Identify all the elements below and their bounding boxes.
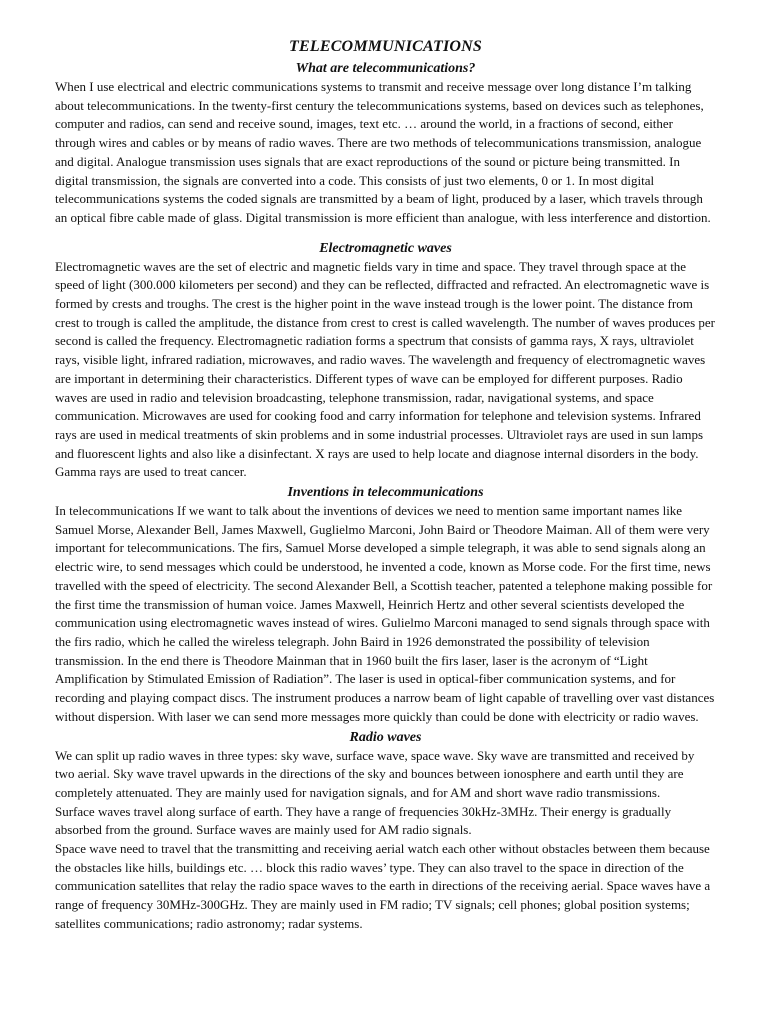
section-heading: Inventions in telecommunications [287,485,484,501]
section-paragraph: When I use electrical and electric communications systems to transmit and receive message over long distance I’m talking about telecommunications. In the twenty-first century the telecommunications systems, based on devices such as telephones, computer and radios, can send and receive sound, images, text etc. … around the world, in a fractions of second, either through wires and cables or by means of radio waves. There are two methods of telecommunications transmission, analogue and digital. Analogue transmission uses signals that are exact reproductions of the sound or picture being transmitted. In digital transmission, the signals are converted into a code. This consists of just two elements, 0 or 1. In most digital telecommunications systems the coded signals are transmitted by a beam of light, produced by a laser, which travels through an optical fibre cable made of glass. Digital transmission is more efficient than analogue, with less interference and distortion. [55,79,711,225]
section-heading: What are telecommunications? [295,61,476,76]
section-inventions [55,483,716,726]
section-paragraph: In telecommunications If we want to talk about the inventions of devices we need to mention same important names like Samuel Morse, Alexander Bell, James Maxwell, Guglielmo Marconi, John Baird or Theodore Maiman. All of them were very important for telecommunications. The firs, Samuel Morse developed a simple telegraph, it was able to send signals along an electric wire, to send messages which could be understood, he invented a code, known as Morse code. For the first time, news travelled with the speed of electricity. The second Alexander Bell, a Scottish teacher, patented a telephone making possible for the first time the transmission of human voice. James Maxwell, Heinrich Hertz and other several scientists developed the communication using electromagnetic waves instead of wires. Gulielmo Marconi managed to send signals through space with the firs radio, which he called the wireless telegraph. John Baird in 1926 demonstrated the possibility of television transmission. In the end there is Theodore Mainman that in 1960 built the firs laser, laser is the acronym of “Light Amplification by Stimulated Emission of Radiation”. The laser is used in optical-fiber communication systems, and for recording and playing compact discs. The instrument produces a narrow beam of light capable of travelling over vast distances without dispersion. With laser we can send more messages more quickly than could be done with electricity or radio waves. [55,503,715,724]
section-paragraph: Surface waves travel along surface of earth. They have a range of frequencies 30kHz-3MHz. Their energy is gradually absorbed from the ground. Surface waves are mainly used for AM radio signals. [55,803,672,838]
section-radio-waves [55,728,716,934]
section-heading: Radio waves [349,729,422,745]
document-title: TELECOMMUNICATIONS [289,38,482,55]
section-spacer [55,228,716,239]
section-what-are-telecommunications [55,59,716,228]
section-paragraph: We can split up radio waves in three types: sky wave, surface wave, space wave. Sky wave are transmitted and received by two aerial. Sky wave travel upwards in the directions of the sky and bounces between ionosphere and earth until they are completely attenuated. They are mainly used for navigation signals, and for AM and short wave radio transmissions. [55,747,695,800]
section-paragraph: Electromagnetic waves are the set of electric and magnetic fields vary in time and space. They travel through space at the speed of light (300.000 kilometers per second) and they can be reflected, diffracted and refracted. An electromagnetic wave is formed by crests and troughs. The crest is the higher point in the wave instead trough is the lower point. The distance from crest to trough is called the amplitude, the distance from crest to crest is called wavelength. The number of waves produces per second is called the frequency. Electromagnetic radiation forms a spectrum that consists of gamma rays, X rays, ultraviolet rays, visible light, infrared radiation, microwaves, and radio waves. The wavelength and frequency of electromagnetic waves are important in determining their characteristics. Different types of wave can be employed for different purposes. Radio waves are used in radio and television broadcasting, telephone transmission, radar, navigational systems, and space communication. Microwaves are used for cooking food and carry information for telephone and television systems. Infrared rays are used in medical treatments of skin problems and in some industrial processes. Ultraviolet rays are used in sun lamps and fluorescent lights and also like a disinfectant. X rays are used to help locate and diagnose internal disorders in the body. Gamma rays are used to treat cancer. [55,258,716,480]
section-paragraph: Space wave need to travel that the transmitting and receiving aerial watch each other without obstacles between them because the obstacles like hills, buildings etc. … block this radio waves’ type. They can also travel to the space in direction of the communication satellites that relay the radio space waves to the earth in directions of the receiving aerial. Space waves have a range of frequency 30MHz-300GHz. They are mainly used in FM radio; TV signals; cell phones; global position systems; satellites communications; radio astronomy; radar systems. [55,841,711,931]
section-heading: Electromagnetic waves [319,240,452,256]
section-electromagnetic-waves [55,239,716,482]
